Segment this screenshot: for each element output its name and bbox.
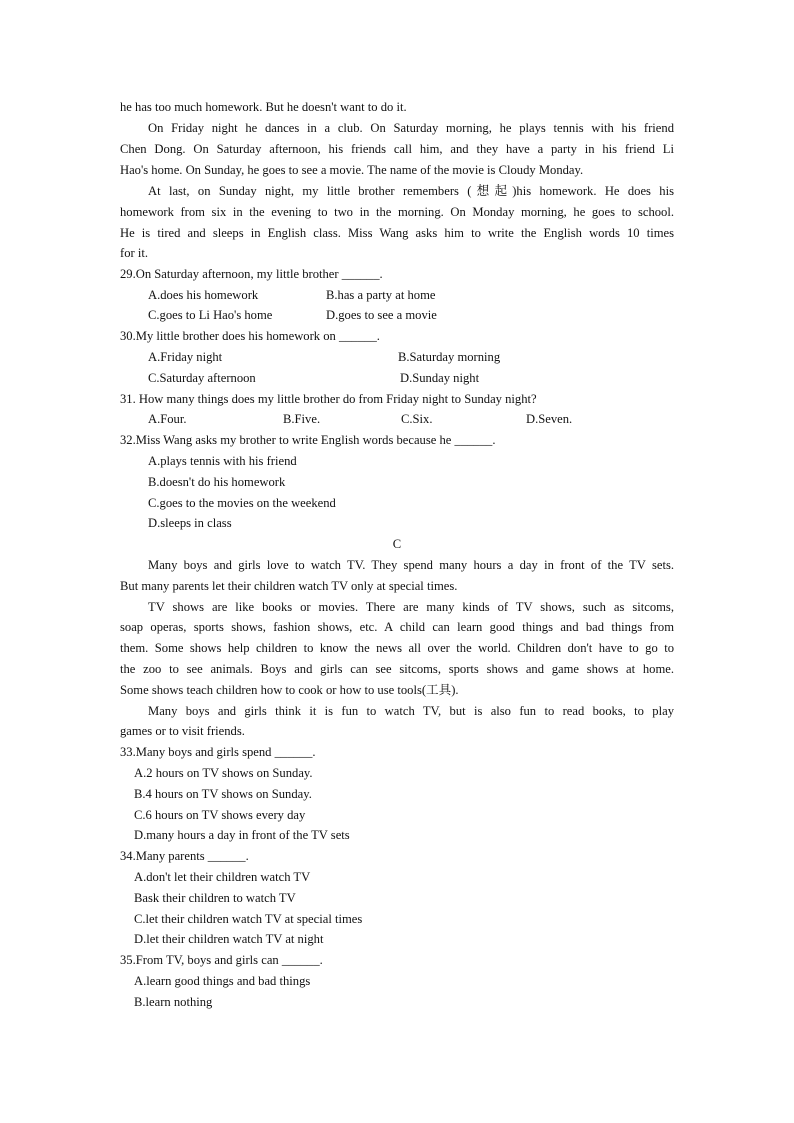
passage-c-line-3: TV shows are like books or movies. There are many kinds of TV shows, such as sitcoms, [148,600,674,614]
question-32-option-b: B.doesn't do his homework [148,475,286,489]
passage-b-line-2: On Friday night he dances in a club. On Saturday morning, he plays tennis with his friend [148,121,674,135]
question-30-option-a: A.Friday night [148,350,223,364]
question-29-option-d: D.goes to see a movie [326,308,437,322]
question-33-option-a: A.2 hours on TV shows on Sunday. [134,766,313,780]
passage-c-line-7: Some shows teach children how to cook or how to use tools(工具). [120,683,459,697]
question-35-stem: 35.From TV, boys and girls can ______. [120,953,323,967]
question-34-option-d: D.let their children watch TV at night [134,932,324,946]
question-30-option-b: B.Saturday morning [398,350,501,364]
question-31-option-a: A.Four. [148,412,187,426]
question-31-option-d: D.Seven. [526,412,573,426]
question-31-option-c: C.Six. [401,412,433,426]
question-35-option-b: B.learn nothing [134,995,213,1009]
question-29-option-b: B.has a party at home [326,288,436,302]
passage-b-line-6: homework from six in the evening to two in the morning. On Monday morning, he goes to school. [120,205,674,219]
passage-b-line-5: At last, on Sunday night, my little brother remembers (想起)his homework. He does his [148,184,674,198]
question-31-stem: 31. How many things does my little brother do from Friday night to Sunday night? [120,392,537,406]
question-32-option-a: A.plays tennis with his friend [148,454,297,468]
passage-b-line-8: for it. [120,246,148,260]
passage-c-line-9: games or to visit friends. [120,724,245,738]
question-32-option-c: C.goes to the movies on the weekend [148,496,336,510]
question-33-option-d: D.many hours a day in front of the TV sets [134,828,350,842]
passage-b-line-4: Hao's home. On Sunday, he goes to see a movie. The name of the movie is Cloudy Monday. [120,163,584,177]
passage-c-line-8: Many boys and girls think it is fun to watch TV, but is also fun to read books, to play [148,704,674,718]
question-30-option-c: C.Saturday afternoon [148,371,256,385]
question-34-option-a: A.don't let their children watch TV [134,870,311,884]
question-34-option-c: C.let their children watch TV at special times [134,912,363,926]
passage-c-line-6: the zoo to see animals. Boys and girls can see sitcoms, sports shows and game shows at home. [120,662,674,676]
question-34-stem: 34.Many parents ______. [120,849,249,863]
passage-b-line-3: Chen Dong. On Saturday afternoon, his friends call him, and they have a party in his friend Li [120,142,674,156]
passage-c-line-5: them. Some shows help children to know the news all over the world. Children don't have to go to [120,641,674,655]
question-29-stem: 29.On Saturday afternoon, my little brother ______. [120,267,383,281]
question-35-option-a: A.learn good things and bad things [134,974,311,988]
question-30-option-d: D.Sunday night [400,371,480,385]
question-33-stem: 33.Many boys and girls spend ______. [120,745,316,759]
passage-c-line-4: soap operas, sports shows, fashion shows, etc. A child can learn good things and bad things from [120,620,674,634]
question-32-option-d: D.sleeps in class [148,516,232,530]
question-33-option-b: B.4 hours on TV shows on Sunday. [134,787,312,801]
passage-b-line-7: He is tired and sleeps in English class. Miss Wang asks him to write the English words 10 times [120,226,674,240]
question-33-option-c: C.6 hours on TV shows every day [134,808,306,822]
question-29-option-a: A.does his homework [148,288,259,302]
passage-c-line-2: But many parents let their children watch TV only at special times. [120,579,458,593]
question-29-option-c: C.goes to Li Hao's home [148,308,273,322]
question-34-option-b: Bask their children to watch TV [134,891,296,905]
section-c-heading: C [392,537,402,551]
question-31-option-b: B.Five. [283,412,321,426]
question-30-stem: 30.My little brother does his homework on ______. [120,329,380,343]
passage-b-line-1: he has too much homework. But he doesn't want to do it. [120,100,407,114]
passage-c-line-1: Many boys and girls love to watch TV. They spend many hours a day in front of the TV sets. [148,558,674,572]
question-32-stem: 32.Miss Wang asks my brother to write English words because he ______. [120,433,496,447]
